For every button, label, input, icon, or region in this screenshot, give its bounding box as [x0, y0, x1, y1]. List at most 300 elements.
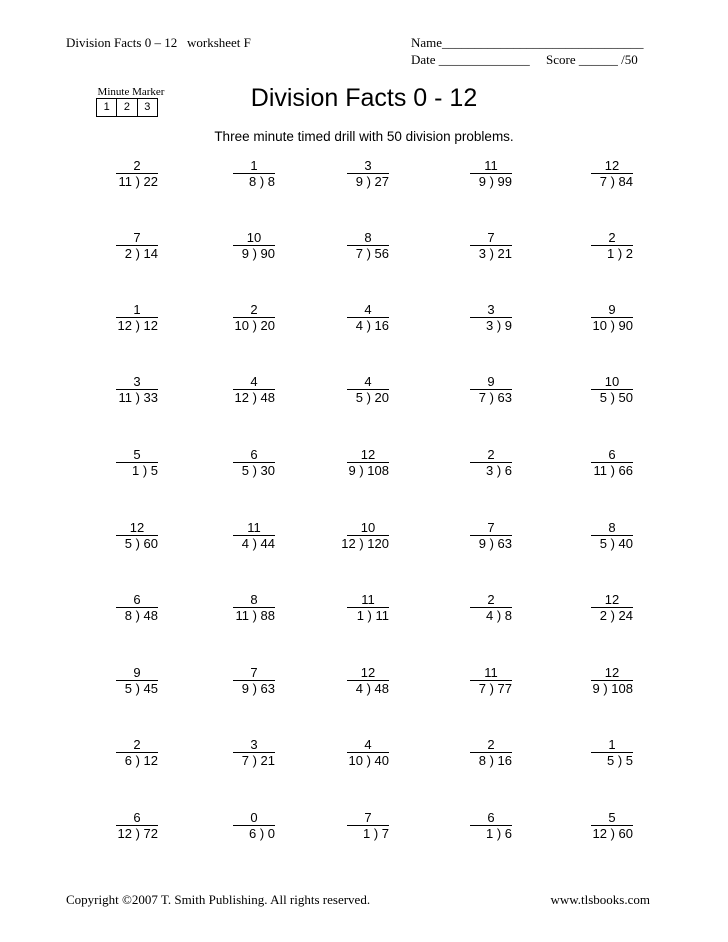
division-bracket: ) [355, 463, 368, 478]
divisor: 5 [124, 681, 132, 696]
quotient: 5 [116, 448, 158, 463]
quotient: 10 [233, 231, 275, 246]
quotient-line [165, 592, 275, 608]
division-expression [279, 608, 389, 624]
divisor: 9 [592, 681, 600, 696]
dividend: 16 [497, 753, 512, 768]
quotient-line [48, 447, 158, 463]
quotient: 9 [591, 303, 633, 318]
quotient-line [279, 592, 389, 608]
dividend: 14 [143, 246, 158, 261]
minute-box-1: 1 [97, 99, 117, 116]
division-expression [402, 318, 512, 334]
quotient: 1 [591, 738, 633, 753]
division-problem [165, 230, 275, 262]
date-score-line: Date ______________ Score ______ /50 [411, 52, 638, 67]
division-expression [523, 536, 633, 552]
quotient: 2 [116, 738, 158, 753]
divisor: 7 [478, 390, 486, 405]
quotient-line [523, 737, 633, 753]
division-expression [48, 826, 158, 842]
dividend: 2 [625, 246, 633, 261]
divisor: 7 [478, 681, 486, 696]
division-bracket: ) [362, 318, 375, 333]
division-problem [402, 158, 512, 190]
divisor: 10 [348, 753, 363, 768]
quotient: 8 [233, 593, 275, 608]
dividend: 9 [504, 318, 512, 333]
quotient-line [279, 810, 389, 826]
division-problem [165, 592, 275, 624]
quotient-line [165, 230, 275, 246]
dividend: 12 [143, 318, 158, 333]
division-bracket: ) [248, 246, 261, 261]
quotient-line [48, 302, 158, 318]
divisor: 12 [117, 826, 132, 841]
dividend: 48 [260, 390, 275, 405]
division-bracket: ) [485, 536, 498, 551]
divisor: 1 [131, 463, 140, 478]
divisor: 3 [485, 463, 494, 478]
divisor: 1 [606, 246, 615, 261]
quotient-line [48, 520, 158, 536]
division-problem [165, 374, 275, 406]
division-expression [279, 826, 389, 842]
division-bracket: ) [248, 681, 261, 696]
dividend: 108 [611, 681, 633, 696]
division-expression [402, 246, 512, 262]
quotient: 9 [116, 666, 158, 681]
division-expression [523, 681, 633, 697]
division-problem [165, 810, 275, 842]
quotient: 3 [347, 159, 389, 174]
divisor: 9 [478, 536, 486, 551]
quotient-line [279, 158, 389, 174]
division-problem [279, 374, 389, 406]
division-bracket: ) [606, 390, 619, 405]
division-bracket: ) [131, 826, 144, 841]
division-expression [48, 681, 158, 697]
division-bracket: ) [493, 463, 505, 478]
division-problem [48, 665, 158, 697]
quotient: 7 [116, 231, 158, 246]
quotient: 3 [116, 375, 158, 390]
division-problem [165, 665, 275, 697]
quotient-line [402, 810, 512, 826]
quotient: 12 [591, 666, 633, 681]
dividend: 11 [375, 608, 389, 623]
quotient-line [279, 520, 389, 536]
divisor: 12 [341, 536, 356, 551]
dividend: 72 [143, 826, 158, 841]
division-expression [402, 174, 512, 190]
divisor: 5 [606, 753, 615, 768]
division-problem [279, 737, 389, 769]
division-problem [48, 592, 158, 624]
quotient: 2 [470, 593, 512, 608]
dividend: 16 [374, 318, 389, 333]
divisor: 5 [355, 390, 363, 405]
quotient: 6 [591, 448, 633, 463]
division-bracket: ) [606, 826, 619, 841]
division-bracket: ) [493, 318, 505, 333]
division-bracket: ) [614, 246, 626, 261]
quotient-line [523, 447, 633, 463]
division-bracket: ) [485, 174, 498, 189]
division-expression [279, 753, 389, 769]
divisor: 9 [241, 681, 249, 696]
divisor: 4 [241, 536, 249, 551]
dividend: 33 [143, 390, 158, 405]
dividend: 90 [260, 246, 275, 261]
division-bracket: ) [485, 753, 498, 768]
divisor: 5 [241, 463, 249, 478]
quotient-line [48, 230, 158, 246]
division-expression [48, 174, 158, 190]
division-problem [48, 810, 158, 842]
dividend: 40 [374, 753, 389, 768]
division-problem [523, 737, 633, 769]
division-bracket: ) [599, 681, 612, 696]
quotient-line [48, 665, 158, 681]
division-expression [402, 608, 512, 624]
quotient-line [402, 447, 512, 463]
quotient-line [165, 737, 275, 753]
division-bracket: ) [606, 174, 619, 189]
quotient-line [523, 520, 633, 536]
division-problem [523, 302, 633, 334]
division-expression [523, 246, 633, 262]
divisor: 11 [593, 463, 607, 478]
quotient: 7 [470, 521, 512, 536]
quotient-line [165, 447, 275, 463]
division-problem [402, 302, 512, 334]
quotient: 1 [233, 159, 275, 174]
divisor: 11 [118, 390, 132, 405]
quotient-line [48, 374, 158, 390]
page-title: Division Facts 0 - 12 [250, 84, 478, 112]
quotient: 8 [347, 231, 389, 246]
quotient-line [165, 158, 275, 174]
division-expression [48, 608, 158, 624]
divisor: 5 [599, 390, 607, 405]
quotient-line [402, 592, 512, 608]
division-bracket: ) [606, 318, 619, 333]
divisor: 8 [248, 174, 257, 189]
quotient: 4 [347, 303, 389, 318]
divisor: 11 [235, 608, 249, 623]
quotient: 2 [116, 159, 158, 174]
quotient: 7 [233, 666, 275, 681]
division-bracket: ) [606, 463, 619, 478]
quotient: 12 [116, 521, 158, 536]
division-problem [402, 374, 512, 406]
dividend: 12 [143, 753, 158, 768]
dividend: 6 [504, 463, 512, 478]
division-bracket: ) [614, 753, 626, 768]
quotient-line [165, 302, 275, 318]
dividend: 108 [367, 463, 389, 478]
division-bracket: ) [256, 826, 268, 841]
division-expression [402, 681, 512, 697]
division-expression [48, 536, 158, 552]
division-bracket: ) [248, 753, 261, 768]
dividend: 27 [374, 174, 389, 189]
quotient: 2 [470, 448, 512, 463]
division-expression [402, 536, 512, 552]
quotient: 10 [347, 521, 389, 536]
division-expression [165, 681, 275, 697]
division-bracket: ) [248, 318, 261, 333]
division-bracket: ) [256, 174, 268, 189]
division-problem [279, 665, 389, 697]
division-problem [523, 592, 633, 624]
divisor: 6 [248, 826, 257, 841]
quotient: 6 [116, 593, 158, 608]
quotient-line [523, 374, 633, 390]
quotient: 11 [470, 159, 512, 174]
divisor: 2 [599, 608, 607, 623]
quotient-line [402, 230, 512, 246]
division-bracket: ) [493, 608, 505, 623]
divisor: 7 [599, 174, 607, 189]
division-problem [402, 665, 512, 697]
division-expression [165, 390, 275, 406]
minute-box-2: 2 [117, 99, 137, 116]
division-problem [523, 447, 633, 479]
divisor: 12 [117, 318, 132, 333]
division-expression [48, 390, 158, 406]
quotient-line [523, 810, 633, 826]
dividend: 21 [497, 246, 512, 261]
division-expression [279, 174, 389, 190]
quotient: 10 [591, 375, 633, 390]
divisor: 9 [348, 463, 356, 478]
divisor: 9 [355, 174, 363, 189]
division-problem [402, 592, 512, 624]
division-problem [165, 737, 275, 769]
quotient: 9 [470, 375, 512, 390]
quotient: 5 [591, 811, 633, 826]
division-problem [523, 374, 633, 406]
divisor: 7 [241, 753, 249, 768]
division-bracket: ) [131, 390, 144, 405]
division-bracket: ) [248, 463, 261, 478]
quotient-line [279, 230, 389, 246]
division-expression [279, 390, 389, 406]
division-problem [402, 447, 512, 479]
divisor: 5 [599, 536, 607, 551]
quotient-line [48, 737, 158, 753]
division-expression [165, 826, 275, 842]
division-bracket: ) [493, 826, 505, 841]
divisor: 3 [485, 318, 494, 333]
division-bracket: ) [131, 318, 144, 333]
quotient-line [402, 158, 512, 174]
dividend: 60 [618, 826, 633, 841]
division-problem [165, 447, 275, 479]
division-problem [279, 230, 389, 262]
quotient-line [279, 374, 389, 390]
name-line: Name_______________________________ [411, 35, 644, 50]
divisor: 5 [124, 536, 132, 551]
divisor: 11 [118, 174, 132, 189]
quotient-line [523, 592, 633, 608]
quotient: 1 [116, 303, 158, 318]
quotient-line [165, 374, 275, 390]
division-expression [165, 608, 275, 624]
division-expression [48, 318, 158, 334]
division-problem [48, 737, 158, 769]
divisor: 9 [241, 246, 249, 261]
quotient: 2 [233, 303, 275, 318]
division-bracket: ) [131, 246, 144, 261]
division-expression [279, 246, 389, 262]
quotient: 3 [233, 738, 275, 753]
quotient-line [402, 737, 512, 753]
division-expression [165, 463, 275, 479]
division-expression [523, 463, 633, 479]
division-problem [48, 374, 158, 406]
quotient-line [523, 158, 633, 174]
quotient-line [279, 447, 389, 463]
dividend: 63 [497, 390, 512, 405]
division-expression [402, 826, 512, 842]
division-problem [402, 737, 512, 769]
quotient-line [523, 230, 633, 246]
division-bracket: ) [139, 463, 151, 478]
division-problem [48, 302, 158, 334]
division-expression [402, 463, 512, 479]
divisor: 4 [355, 318, 363, 333]
quotient-line [165, 665, 275, 681]
division-bracket: ) [362, 174, 375, 189]
division-expression [165, 246, 275, 262]
dividend: 56 [374, 246, 389, 261]
dividend: 40 [618, 536, 633, 551]
quotient: 2 [591, 231, 633, 246]
division-expression [165, 536, 275, 552]
division-expression [165, 753, 275, 769]
division-problem [279, 520, 389, 552]
dividend: 6 [504, 826, 512, 841]
dividend: 8 [504, 608, 512, 623]
division-expression [523, 318, 633, 334]
division-expression [48, 753, 158, 769]
dividend: 8 [267, 174, 275, 189]
division-problem [279, 810, 389, 842]
divisor: 3 [478, 246, 486, 261]
division-expression [523, 826, 633, 842]
divisor: 12 [234, 390, 249, 405]
quotient: 6 [233, 448, 275, 463]
divisor: 12 [592, 826, 607, 841]
divisor: 8 [478, 753, 486, 768]
dividend: 48 [374, 681, 389, 696]
quotient: 12 [591, 159, 633, 174]
division-bracket: ) [485, 246, 498, 261]
dividend: 99 [497, 174, 512, 189]
division-problem [523, 665, 633, 697]
division-problem [402, 520, 512, 552]
division-problem [48, 158, 158, 190]
divisor: 8 [124, 608, 132, 623]
minute-marker-label: Minute Marker [97, 86, 165, 98]
minute-box-3: 3 [144, 101, 151, 113]
quotient-line [279, 302, 389, 318]
division-problem [165, 158, 275, 190]
divisor: 7 [355, 246, 363, 261]
divisor: 1 [356, 608, 364, 623]
division-problem [523, 158, 633, 190]
quotient-line [165, 810, 275, 826]
dividend: 5 [625, 753, 633, 768]
dividend: 84 [618, 174, 633, 189]
quotient: 12 [347, 448, 389, 463]
dividend: 30 [260, 463, 275, 478]
division-problem [165, 520, 275, 552]
dividend: 20 [374, 390, 389, 405]
divisor: 4 [355, 681, 363, 696]
division-bracket: ) [131, 681, 144, 696]
dividend: 50 [618, 390, 633, 405]
dividend: 60 [143, 536, 158, 551]
quotient: 11 [233, 521, 275, 536]
division-problem [523, 230, 633, 262]
quotient-line [165, 520, 275, 536]
division-bracket: ) [362, 681, 375, 696]
division-expression [165, 174, 275, 190]
quotient-line [279, 737, 389, 753]
division-expression [402, 390, 512, 406]
divisor: 9 [478, 174, 486, 189]
divisor: 1 [362, 826, 371, 841]
division-bracket: ) [606, 608, 619, 623]
dividend: 5 [150, 463, 158, 478]
dividend: 21 [260, 753, 275, 768]
division-expression [523, 753, 633, 769]
quotient: 6 [470, 811, 512, 826]
dividend: 0 [267, 826, 275, 841]
divisor: 6 [124, 753, 132, 768]
divisor: 4 [485, 608, 494, 623]
division-expression [523, 174, 633, 190]
division-bracket: ) [248, 390, 261, 405]
quotient: 11 [347, 593, 389, 608]
division-problem [279, 302, 389, 334]
division-bracket: ) [131, 174, 144, 189]
quotient-line [523, 302, 633, 318]
division-problem [279, 158, 389, 190]
copyright-notice: Copyright ©2007 T. Smith Publishing. All rights reserved. [66, 892, 371, 907]
quotient-line [48, 810, 158, 826]
division-problem [279, 447, 389, 479]
quotient-line [279, 665, 389, 681]
division-bracket: ) [362, 753, 375, 768]
dividend: 48 [143, 608, 158, 623]
quotient: 12 [591, 593, 633, 608]
division-expression [48, 463, 158, 479]
division-expression [165, 318, 275, 334]
dividend: 120 [367, 536, 389, 551]
division-bracket: ) [248, 608, 261, 623]
division-problem [523, 810, 633, 842]
dividend: 22 [143, 174, 158, 189]
quotient: 0 [233, 811, 275, 826]
quotient-line [402, 374, 512, 390]
division-bracket: ) [131, 753, 144, 768]
division-bracket: ) [362, 390, 375, 405]
